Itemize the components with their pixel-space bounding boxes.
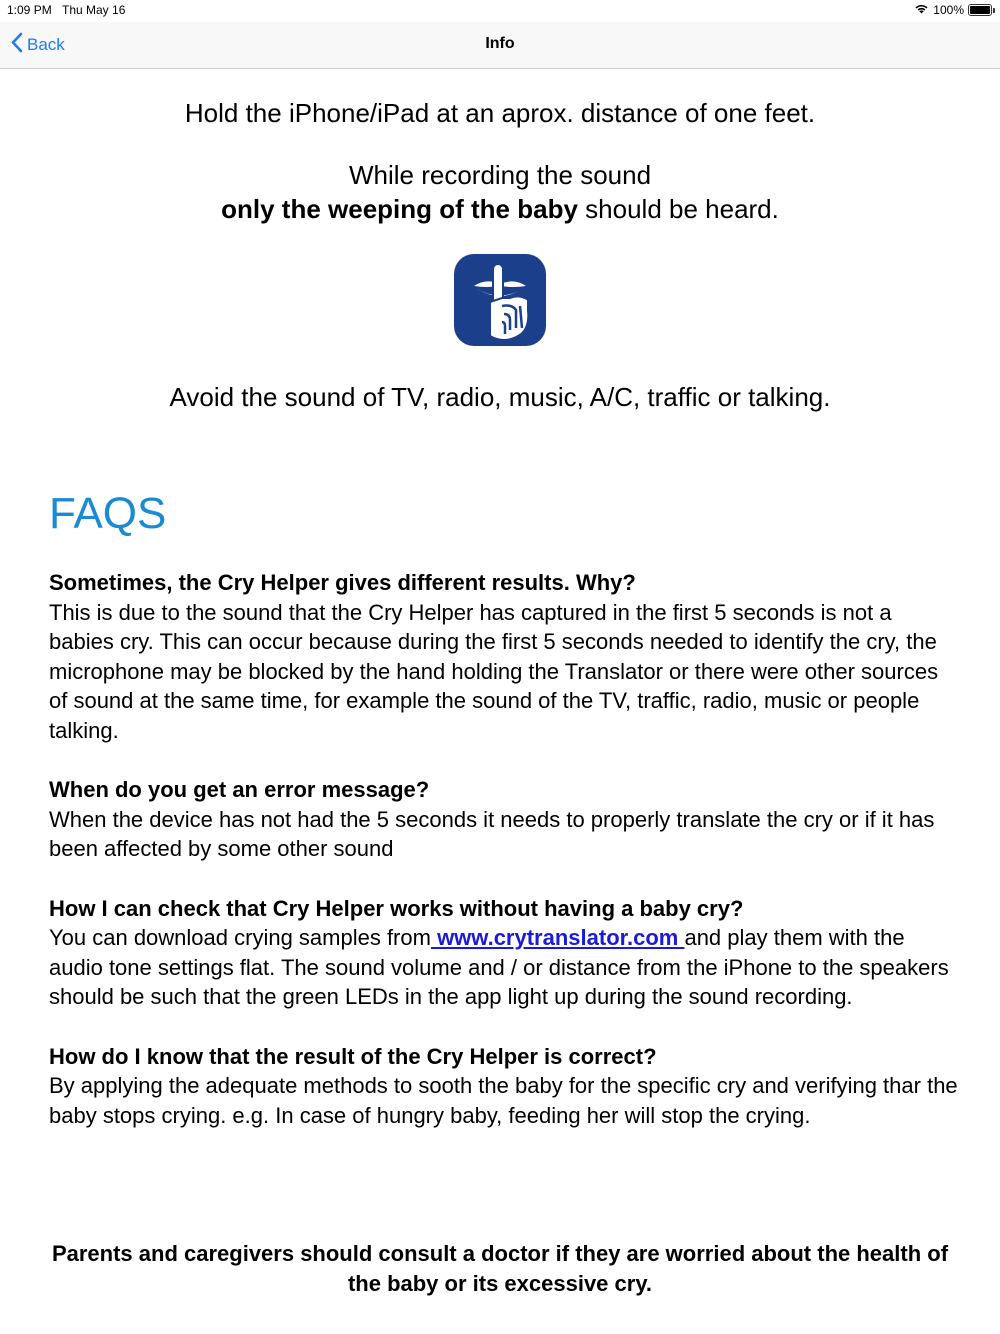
intro-weeping-line <box>0 192 1000 226</box>
faq-answer: This is due to the sound that the Cry Helper has captured in the first 5 seconds is not a babies cry. This can occur because during the first 5 seconds needed to identify the cry, the microphone may be blocked by the hand holding the Translator or there were other sources of sound at the same time, for example the sound of the TV, traffic, radio, music or people talking. <box>49 599 939 743</box>
faq-question: How I can check that Cry Helper works without having a baby cry? <box>49 895 744 921</box>
intro-distance: Hold the iPhone/iPad at an aprox. distance of one feet. <box>184 98 816 128</box>
page-title: Info <box>485 35 515 52</box>
faqs-heading: FAQS <box>49 489 167 538</box>
faq-item <box>49 775 959 864</box>
crytranslator-link[interactable]: www.crytranslator.com <box>430 925 685 951</box>
faq-answer: When the device has not had the 5 seconds it needs to properly translate the cry or if it has been affected by some other sound <box>49 806 935 862</box>
faq-list <box>49 568 959 1160</box>
battery-icon <box>968 4 992 16</box>
status-right <box>914 3 992 17</box>
intro-weeping-bold: only the weeping of the baby <box>221 194 578 224</box>
faq-item <box>49 894 959 1012</box>
faq-answer: By applying the adequate methods to sooth the baby for the specific cry and verifying thar the baby stops crying. e.g. In case of hungry baby, feeding her will stop the crying. <box>49 1073 958 1128</box>
navigation-bar <box>0 22 1000 69</box>
silence-gesture-icon <box>454 254 546 346</box>
wifi-icon <box>914 3 929 17</box>
faq-item <box>49 1042 959 1131</box>
faq-question: Sometimes, the Cry Helper gives different results. Why? <box>49 570 636 595</box>
intro-avoid-noise: Avoid the sound of TV, radio, music, A/C, traffic or talking. <box>169 382 831 412</box>
faq-answer <box>49 923 959 1012</box>
status-date: Thu May 16 <box>62 3 126 17</box>
faq-answer-after-link: and play them with the audio tone settings flat. The sound volume and / or distance from the iPhone to the speakers should be such that the green LEDs in the app light up during the sound recording. <box>49 925 949 1010</box>
back-label: Back <box>27 35 65 54</box>
faq-answer-before-link: You can download crying samples from <box>49 925 431 951</box>
status-bar <box>0 0 1000 22</box>
faq-question: How do I know that the result of the Cry Helper is correct? <box>49 1043 657 1069</box>
medical-disclaimer: Parents and caregivers should consult a doctor if they are worried about the health of the baby or its excessive cry. <box>51 1241 949 1296</box>
battery-percent: 100% <box>933 3 964 17</box>
intro-recording <box>0 158 1000 226</box>
faq-question: When do you get an error message? <box>49 777 430 803</box>
faq-item <box>49 568 959 746</box>
intro-weeping-rest: should be heard. <box>577 194 779 224</box>
intro-recording-line: While recording the sound <box>348 160 652 190</box>
status-time: 1:09 PM <box>7 3 52 17</box>
